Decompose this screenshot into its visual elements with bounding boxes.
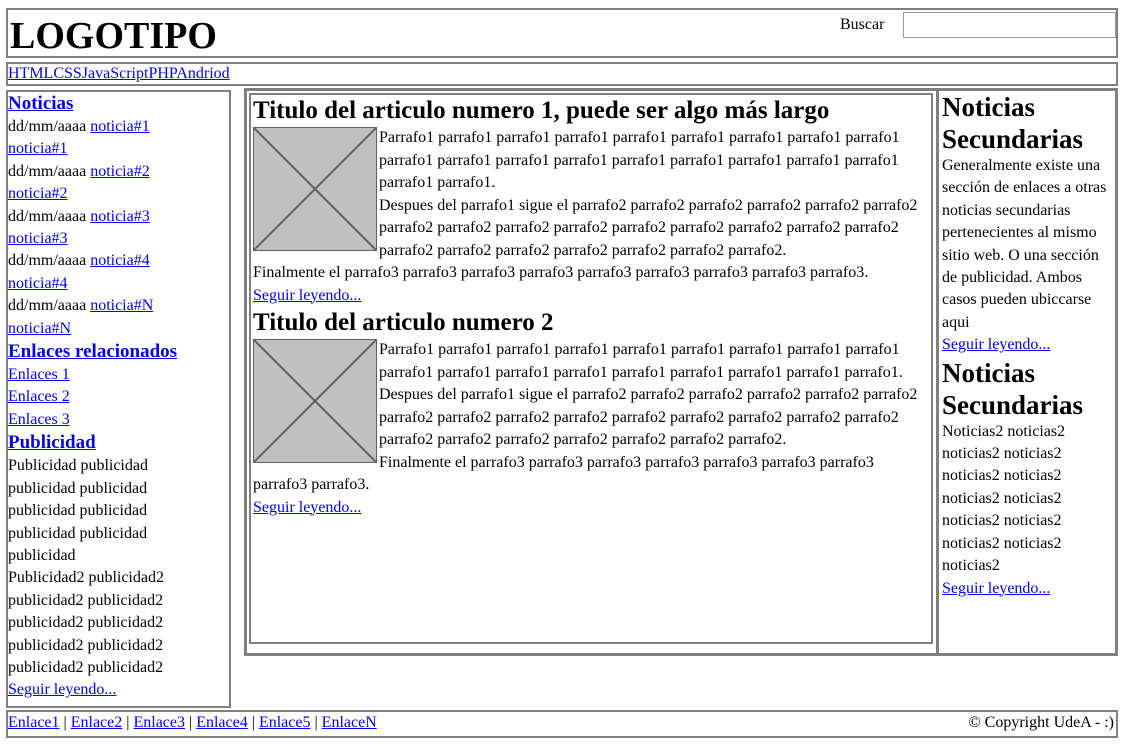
article-title: Titulo del articulo numero 2 xyxy=(253,309,554,336)
ad-text: publicidad publicidad xyxy=(8,502,148,520)
image-placeholder-icon xyxy=(253,127,377,251)
news-item xyxy=(8,295,229,317)
ad-text: publicidad publicidad xyxy=(8,479,148,497)
secondary-news-title: Noticias Secundarias xyxy=(942,357,1084,420)
related-link-2[interactable]: Enlaces 2 xyxy=(8,388,70,406)
ad-text: publicidad2 publicidad2 xyxy=(8,591,164,609)
nav-link-css[interactable]: CSS xyxy=(53,65,82,82)
footer-separator: | xyxy=(63,714,67,731)
article-read-more-link[interactable]: Seguir leyendo... xyxy=(253,286,362,304)
ad-text: Publicidad2 publicidad2 xyxy=(8,569,164,587)
news-item xyxy=(8,116,229,138)
secondary-news-text: Generalmente existe una sección de enlaces a otras noticias secundarias pertenecientes al mismo sitio web. O una sección de publicidad. Ambos casos pueden ubiccarse aqui xyxy=(942,157,1107,331)
footer xyxy=(6,710,1118,738)
article-paragraph: Despues del parrafo1 sigue el parrafo2 parrafo2 parrafo2 parrafo2 parrafo2 parrafo2 parrafo2 parrafo2 parrafo2 parrafo2 parrafo2 parrafo2 parrafo2 parrafo2 parrafo2 parrafo2 parrafo2 parrafo2 parrafo2 parrafo2 parrafo2 parrafo2. xyxy=(379,196,918,259)
article-paragraph: Finalmente el parrafo3 parrafo3 parrafo3 parrafo3 parrafo3 parrafo3 parrafo3 parrafo3 parrafo3. xyxy=(253,264,869,281)
news-date: dd/mm/aaaa xyxy=(8,162,87,180)
footer-links xyxy=(8,714,377,732)
footer-separator: | xyxy=(251,714,255,731)
news-link[interactable]: noticia#2 xyxy=(90,162,150,180)
secondary-read-more-link[interactable]: Seguir leyendo... xyxy=(942,336,1051,354)
secondary-news-title: Noticias Secundarias xyxy=(942,92,1084,154)
news-link[interactable]: noticia#3 xyxy=(90,207,150,225)
search-label: Buscar xyxy=(840,16,885,33)
news-link[interactable]: noticia#1 xyxy=(90,118,150,135)
ad-text: publicidad2 publicidad2 xyxy=(8,614,164,632)
search-input[interactable] xyxy=(903,12,1116,38)
news-item xyxy=(8,206,229,228)
ad-text: Publicidad publicidad xyxy=(8,457,148,475)
news-link[interactable]: noticia#3 xyxy=(8,230,68,248)
footer-link-n[interactable]: EnlaceN xyxy=(321,714,377,731)
article-paragraph: Despues del parrafo1 sigue el parrafo2 parrafo2 parrafo2 parrafo2 parrafo2 parrafo2 parrafo2 parrafo2 parrafo2 parrafo2 parrafo2 parrafo2 parrafo2 parrafo2 parrafo2 parrafo2 parrafo2 parrafo2 parrafo2 parrafo2 parrafo2 parrafo2. xyxy=(379,386,918,448)
news-date: dd/mm/aaaa xyxy=(8,118,87,135)
ad-text: publicidad2 publicidad2 xyxy=(8,658,164,676)
main-content xyxy=(244,88,939,656)
footer-link-1[interactable]: Enlace1 xyxy=(8,714,60,731)
news-item xyxy=(8,250,229,272)
nav-link-html[interactable]: HTML xyxy=(8,65,54,82)
article-read-more-link[interactable]: Seguir leyendo... xyxy=(253,498,362,516)
image-placeholder-icon xyxy=(253,339,377,463)
related-link-3[interactable]: Enlaces 3 xyxy=(8,410,70,428)
top-nav xyxy=(6,62,1118,86)
nav-link-android[interactable]: Andriod xyxy=(176,65,230,82)
footer-link-4[interactable]: Enlace4 xyxy=(196,714,248,731)
news-date: dd/mm/aaaa xyxy=(8,207,87,225)
news-link[interactable]: noticia#4 xyxy=(90,252,150,270)
ad-text: publicidad publicidad xyxy=(8,524,148,542)
ads-section-title[interactable]: Publicidad xyxy=(8,432,96,454)
footer-link-5[interactable]: Enlace5 xyxy=(258,714,311,731)
footer-separator: | xyxy=(189,714,193,731)
ad-text: publicidad2 publicidad2 xyxy=(8,636,164,654)
news-date: dd/mm/aaaa xyxy=(8,252,87,270)
news-item xyxy=(8,161,229,183)
related-link-1[interactable]: Enlaces 1 xyxy=(8,366,70,384)
copyright: © Copyright UdeA - :) xyxy=(968,714,1114,731)
header xyxy=(6,8,1118,58)
news-date: dd/mm/aaaa xyxy=(8,297,87,315)
news-link[interactable]: noticia#4 xyxy=(8,274,68,292)
news-link[interactable]: noticia#1 xyxy=(8,140,68,158)
ad-text: publicidad xyxy=(8,546,76,564)
left-sidebar xyxy=(6,90,231,708)
ads-read-more-link[interactable]: Seguir leyendo... xyxy=(8,681,117,699)
right-sidebar xyxy=(936,88,1118,656)
logo: LOGOTIPO xyxy=(10,15,217,57)
nav-link-php[interactable]: PHP xyxy=(148,65,177,82)
secondary-news-text: Noticias2 noticias2 noticias2 noticias2 noticias2 noticias2 noticias2 noticias2 noticias2 noticias2 noticias2 noticias2 noticias2 xyxy=(942,422,1066,575)
articles-container xyxy=(249,93,933,644)
footer-link-3[interactable]: Enlace3 xyxy=(133,714,185,731)
article-title: Titulo del articulo numero 1, puede ser algo más largo xyxy=(253,97,830,124)
nav-link-javascript[interactable]: JavaScript xyxy=(81,65,149,82)
footer-separator: | xyxy=(314,714,318,731)
article xyxy=(253,307,931,519)
news-section-title[interactable]: Noticias xyxy=(8,93,74,114)
news-link[interactable]: noticia#N xyxy=(90,297,154,315)
news-link[interactable]: noticia#2 xyxy=(8,185,68,203)
article-paragraph: Finalmente el parrafo3 parrafo3 parrafo3 parrafo3 parrafo3 parrafo3 parrafo3 parrafo3 parrafo3. xyxy=(253,453,874,493)
article-paragraph: Parrafo1 parrafo1 parrafo1 parrafo1 parrafo1 parrafo1 parrafo1 parrafo1 parrafo1 parrafo1 parrafo1 parrafo1 parrafo1 parrafo1 parrafo1 parrafo1 parrafo1 parrafo1 parrafo1 parrafo1. xyxy=(379,129,900,191)
article xyxy=(253,95,931,307)
footer-separator: | xyxy=(126,714,130,731)
article-paragraph: Parrafo1 parrafo1 parrafo1 parrafo1 parrafo1 parrafo1 parrafo1 parrafo1 parrafo1 parrafo1 parrafo1 parrafo1 parrafo1 parrafo1 parrafo1 parrafo1 parrafo1 parrafo1. xyxy=(379,341,903,381)
secondary-read-more-link[interactable]: Seguir leyendo... xyxy=(942,579,1051,597)
news-link[interactable]: noticia#N xyxy=(8,319,72,337)
footer-link-2[interactable]: Enlace2 xyxy=(70,714,123,731)
related-links-title[interactable]: Enlaces relacionados xyxy=(8,341,178,363)
